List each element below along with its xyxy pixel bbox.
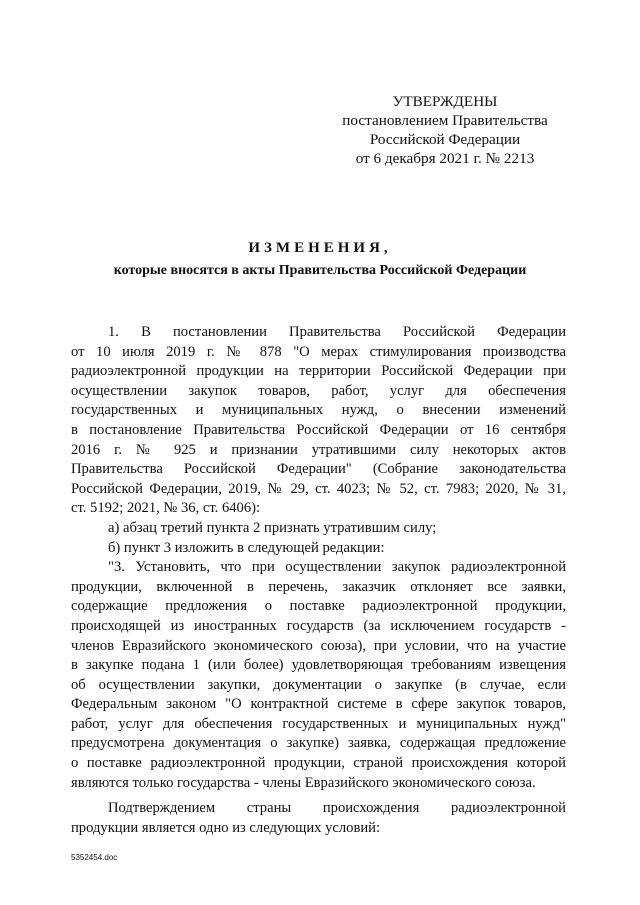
body-line: осуществлении закупок товаров, работ, услуг для обеспечения [71,382,566,399]
approval-line-2: постановлением Правительства [342,112,548,129]
body-line: в закупке подана 1 (или более) удовлетворяющая требованиям извещения [71,657,566,674]
body-line: Российской Федерации, 2019, № 29, ст. 4023; № 52, ст. 7983; 2020, № 31, [71,480,566,497]
body-line: Подтверждением страны происхождения радиоэлектронной [108,800,566,817]
body-line: от 10 июля 2019 г. № 878 "О мерах стимулирования производства [71,343,566,360]
body-line: "3. Установить, что при осуществлении закупок радиоэлектронной [108,559,566,576]
body-line: 1. В постановлении Правительства Российской Федерации [108,324,566,340]
body-line: радиоэлектронной продукции на территории Российской Федерации при [71,363,566,380]
body-line: б) пункт 3 изложить в следующей редакции: [108,539,385,556]
approval-line-3: Российской Федерации [369,131,521,148]
approval-heading: УТВЕРЖДЕНЫ [392,93,498,110]
body-line: государственных и муниципальных нужд, о внесении изменений [71,402,566,419]
approval-block [330,92,560,168]
body-line: работ, услуг для обеспечения государственных и муниципальных нужд" [71,715,566,732]
approval-line-4: от 6 декабря 2021 г. № 2213 [355,150,535,167]
body-line: предусмотрена документация о закупке) заявка, содержащая предложение [71,735,566,752]
body-line: ст. 5192; 2021, № 36, ст. 6406): [71,500,261,517]
body-line: Правительства Российской Федерации" (Собрание законодательства [71,461,566,478]
body-line: о поставке радиоэлектронной продукции, страной происхождения которой [71,755,566,772]
body-line: происходящей из иностранных государств (за исключением государств - [71,617,566,634]
body-line: об осуществлении закупки, документации о закупке (в случае, если [71,676,566,693]
body-line: продукции является одно из следующих условий: [71,819,381,836]
file-reference: 5352454.doc [71,853,118,862]
document-body [71,323,566,838]
body-line: являются только государства - члены Евразийского экономического союза. [71,774,536,791]
body-line: в постановление Правительства Российской Федерации от 16 сентября [71,421,566,438]
body-line: продукции, включенной в перечень, заказчик отклоняет все заявки, [71,578,566,595]
body-line: 2016 г. № 925 и признании утратившими силу некоторых актов [71,441,566,458]
body-line: членов Евразийского экономического союза), при условии, что на участие [71,637,566,654]
body-line: содержащие предложения о поставке радиоэлектронной продукции, [71,598,566,615]
body-line: Федеральным законом "О контрактной системе в сфере закупок товаров, [71,696,566,713]
document-subtitle: которые вносятся в акты Правительства Российской Федерации [113,263,527,278]
body-line: а) абзац третий пункта 2 признать утратившим силу; [108,519,437,536]
document-title: ИЗМЕНЕНИЯ, [248,240,392,256]
